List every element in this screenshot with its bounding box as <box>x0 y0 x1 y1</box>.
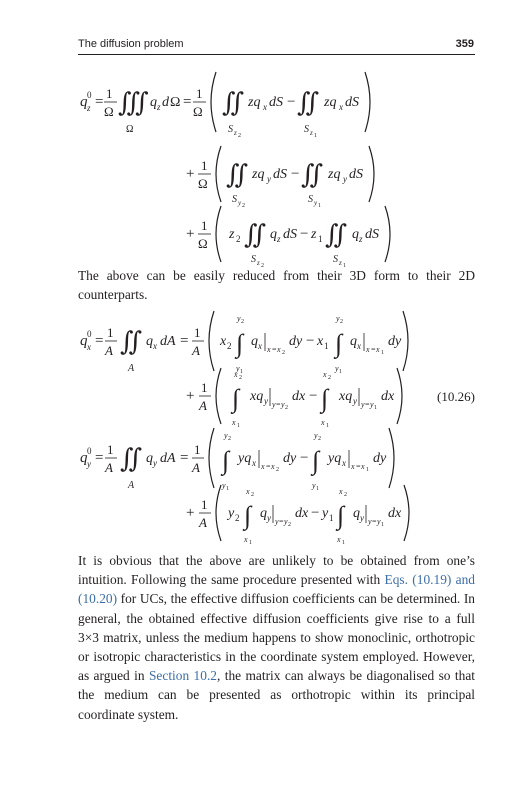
svg-text:1: 1 <box>342 540 345 546</box>
svg-text:∫: ∫ <box>321 384 329 413</box>
svg-text:x: x <box>317 334 324 349</box>
svg-text:∫: ∫ <box>335 329 343 358</box>
svg-text:S: S <box>228 124 233 135</box>
svg-text:+: + <box>186 505 195 521</box>
svg-text:2: 2 <box>276 467 279 473</box>
svg-text:z: z <box>277 234 281 244</box>
svg-text:z: z <box>339 259 342 267</box>
svg-text:dS: dS <box>269 95 283 110</box>
running-head <box>78 38 474 52</box>
header-rule <box>78 54 475 55</box>
svg-text:2: 2 <box>235 513 240 523</box>
paragraph-discussion-text-1: It is obvious that the above are unlikely to be obtained from one’s intuition. Following the same procedure presented with <box>78 553 475 588</box>
svg-text:z: z <box>257 259 260 267</box>
svg-text:1: 1 <box>324 341 329 351</box>
svg-text:1: 1 <box>316 486 319 492</box>
svg-text:q: q <box>146 334 153 349</box>
svg-text:∬: ∬ <box>297 88 320 117</box>
svg-text:−: − <box>306 333 315 349</box>
svg-text:x: x <box>232 418 236 427</box>
svg-text:=: = <box>279 517 284 526</box>
svg-text:1: 1 <box>201 380 208 395</box>
svg-text:z: z <box>87 103 91 113</box>
svg-text:q: q <box>80 450 88 466</box>
svg-text:A: A <box>128 480 135 491</box>
svg-text:y: y <box>87 459 91 469</box>
svg-text:y: y <box>336 314 340 323</box>
svg-text:∭: ∭ <box>118 88 149 117</box>
svg-text:0: 0 <box>87 329 92 339</box>
svg-text:dx: dx <box>388 506 402 521</box>
svg-text:dA: dA <box>160 451 176 466</box>
svg-text:+: + <box>186 226 195 242</box>
svg-text:y: y <box>237 314 241 323</box>
svg-text:A: A <box>199 398 207 413</box>
svg-text:Ω: Ω <box>104 104 114 119</box>
equation-2d-svg <box>0 305 531 560</box>
svg-text:x: x <box>366 345 370 354</box>
svg-text:2: 2 <box>344 492 347 498</box>
svg-text:dy: dy <box>283 451 297 466</box>
svg-text:y: y <box>236 364 240 373</box>
svg-text:1: 1 <box>240 369 243 375</box>
svg-text:∬: ∬ <box>301 160 324 189</box>
svg-text:x: x <box>342 458 346 468</box>
svg-text:yq: yq <box>238 451 252 466</box>
svg-text:A: A <box>128 363 135 374</box>
svg-text:1: 1 <box>343 263 346 269</box>
svg-text:dx: dx <box>295 506 309 521</box>
svg-text:q: q <box>350 334 357 349</box>
svg-text:1: 1 <box>194 325 201 340</box>
svg-text:x: x <box>252 458 256 468</box>
svg-text:Ω: Ω <box>170 95 181 110</box>
svg-text:x: x <box>321 418 325 427</box>
equation-3d-svg <box>0 60 531 270</box>
svg-text:z: z <box>311 227 317 242</box>
svg-text:∬: ∬ <box>325 220 348 249</box>
svg-text:q: q <box>270 227 277 242</box>
svg-text:z: z <box>359 234 363 244</box>
svg-text:1: 1 <box>374 405 377 411</box>
svg-text:x: x <box>376 345 380 354</box>
svg-text:1: 1 <box>326 423 329 429</box>
equation-2d-qx-qy <box>0 305 531 560</box>
svg-text:2: 2 <box>238 133 241 139</box>
svg-text:q: q <box>260 506 267 521</box>
svg-text:y: y <box>360 513 364 523</box>
svg-text:2: 2 <box>227 341 232 351</box>
svg-text:=: = <box>180 450 189 466</box>
svg-text:z: z <box>229 227 235 242</box>
paragraph-discussion-text-2: for UCs, the effective diffusion coefficients can be determined. In general, the obtained effective diffusion coefficients give rise to a full 3×3 matrix, unless the medium happens to show monoclinic, orthotropic or isotropic characteristics in the coordinate system employed. However, as argued in <box>78 591 475 684</box>
svg-text:Ω: Ω <box>198 176 208 191</box>
svg-text:=: = <box>266 462 271 471</box>
svg-text:A: A <box>199 515 207 530</box>
svg-text:dx: dx <box>292 389 306 404</box>
svg-text:1: 1 <box>339 369 342 375</box>
svg-text:y: y <box>284 517 288 526</box>
svg-text:q: q <box>150 95 157 110</box>
svg-text:dy: dy <box>388 334 402 349</box>
svg-text:dS: dS <box>349 167 363 182</box>
svg-text:y: y <box>335 364 339 373</box>
equation-number: (10.26) <box>437 389 475 404</box>
svg-text:x: x <box>339 102 343 112</box>
svg-text:1: 1 <box>381 522 384 528</box>
svg-text:1: 1 <box>201 158 208 173</box>
svg-text:=: = <box>180 333 189 349</box>
svg-text:x: x <box>339 487 343 496</box>
svg-text:1: 1 <box>194 442 201 457</box>
svg-text:y: y <box>353 396 357 406</box>
svg-text:2: 2 <box>239 375 242 381</box>
svg-text:2: 2 <box>288 522 291 528</box>
svg-text:dx: dx <box>381 389 395 404</box>
svg-text:z: z <box>310 129 313 137</box>
svg-text:2: 2 <box>285 405 288 411</box>
svg-text:dS: dS <box>273 167 287 182</box>
svg-text:1: 1 <box>318 203 321 209</box>
svg-text:y: y <box>264 396 268 406</box>
svg-text:y: y <box>368 517 372 526</box>
svg-text:x: x <box>267 345 271 354</box>
svg-text:S: S <box>308 194 313 205</box>
svg-text:q: q <box>353 506 360 521</box>
svg-text:y: y <box>153 458 157 468</box>
svg-text:dS: dS <box>345 95 359 110</box>
svg-text:S: S <box>251 254 256 265</box>
svg-text:1: 1 <box>201 218 208 233</box>
svg-text:x: x <box>244 535 248 544</box>
svg-text:=: = <box>371 345 376 354</box>
svg-text:2: 2 <box>241 319 244 325</box>
paragraph-reduction <box>78 266 475 304</box>
svg-text:S: S <box>304 124 309 135</box>
svg-text:1: 1 <box>201 497 208 512</box>
svg-text:y: y <box>361 400 365 409</box>
svg-text:A: A <box>192 460 200 475</box>
svg-text:∫: ∫ <box>244 501 252 530</box>
svg-text:1: 1 <box>318 234 323 244</box>
svg-text:=: = <box>356 462 361 471</box>
svg-text:A: A <box>192 343 200 358</box>
svg-text:∫: ∫ <box>312 446 320 475</box>
svg-text:x: x <box>323 370 327 379</box>
svg-text:y: y <box>322 506 329 521</box>
svg-text:x: x <box>153 341 157 351</box>
svg-text:q: q <box>80 94 88 110</box>
svg-text:x: x <box>258 341 262 351</box>
svg-text:=: = <box>95 333 104 349</box>
svg-text:y: y <box>370 400 374 409</box>
svg-text:−: − <box>300 450 309 466</box>
svg-text:x: x <box>337 535 341 544</box>
svg-text:=: = <box>95 94 104 110</box>
svg-text:y: y <box>275 517 279 526</box>
svg-text:y: y <box>228 506 235 521</box>
svg-text:y: y <box>222 481 226 490</box>
svg-text:2: 2 <box>236 234 241 244</box>
svg-text:x: x <box>361 462 365 471</box>
svg-text:2: 2 <box>228 436 231 442</box>
link-section-10-2[interactable]: Section 10.2 <box>148 668 217 684</box>
svg-text:−: − <box>287 94 296 110</box>
svg-text:∬: ∬ <box>222 88 245 117</box>
svg-text:1: 1 <box>107 325 114 340</box>
svg-text:y: y <box>272 400 276 409</box>
svg-text:y: y <box>238 199 242 207</box>
svg-text:A: A <box>105 343 113 358</box>
svg-text:y: y <box>224 431 228 440</box>
svg-text:zq: zq <box>248 95 261 110</box>
svg-text:2: 2 <box>328 375 331 381</box>
svg-text:1: 1 <box>381 350 384 356</box>
svg-text:y: y <box>343 174 347 184</box>
svg-text:∫: ∫ <box>236 329 244 358</box>
svg-text:q: q <box>251 334 258 349</box>
svg-text:x: x <box>263 102 267 112</box>
svg-text:y: y <box>377 517 381 526</box>
svg-text:zq: zq <box>328 167 341 182</box>
svg-text:∫: ∫ <box>337 501 345 530</box>
svg-text:dy: dy <box>373 451 387 466</box>
svg-text:∫: ∫ <box>222 446 230 475</box>
svg-text:2: 2 <box>318 436 321 442</box>
svg-text:z: z <box>157 102 161 112</box>
svg-text:∬: ∬ <box>226 160 249 189</box>
svg-text:y: y <box>314 199 318 207</box>
svg-text:∬: ∬ <box>120 444 143 473</box>
svg-text:2: 2 <box>340 319 343 325</box>
svg-text:1: 1 <box>249 540 252 546</box>
svg-text:1: 1 <box>314 133 317 139</box>
svg-text:−: − <box>309 388 318 404</box>
svg-text:−: − <box>311 505 320 521</box>
svg-text:Ω: Ω <box>193 104 203 119</box>
svg-text:1: 1 <box>226 486 229 492</box>
svg-text:=: = <box>276 400 281 409</box>
svg-text:1: 1 <box>237 423 240 429</box>
svg-text:−: − <box>300 226 309 242</box>
svg-text:z: z <box>234 129 237 137</box>
svg-text:dS: dS <box>365 227 379 242</box>
svg-text:2: 2 <box>251 492 254 498</box>
page-number: 359 <box>455 38 474 50</box>
svg-text:zq: zq <box>252 167 265 182</box>
svg-text:+: + <box>186 166 195 182</box>
svg-text:0: 0 <box>87 446 92 456</box>
svg-text:1: 1 <box>106 86 113 101</box>
svg-text:x: x <box>271 462 275 471</box>
svg-text:x: x <box>277 345 281 354</box>
svg-text:=: = <box>365 400 370 409</box>
svg-text:y: y <box>312 481 316 490</box>
svg-text:=: = <box>183 94 192 110</box>
svg-text:S: S <box>333 254 338 265</box>
svg-text:∫: ∫ <box>232 384 240 413</box>
svg-text:yq: yq <box>328 451 342 466</box>
svg-text:x: x <box>357 341 361 351</box>
svg-text:x: x <box>234 370 238 379</box>
svg-text:y: y <box>281 400 285 409</box>
svg-text:2: 2 <box>242 203 245 209</box>
svg-text:S: S <box>232 194 237 205</box>
svg-text:=: = <box>95 450 104 466</box>
svg-text:1: 1 <box>107 442 114 457</box>
svg-text:x: x <box>220 334 227 349</box>
link-eqs-10-19-10-20[interactable]: Eqs. (10.19) and (10.20) <box>78 572 475 607</box>
svg-text:2: 2 <box>261 263 264 269</box>
svg-text:=: = <box>272 345 277 354</box>
svg-text:dy: dy <box>289 334 303 349</box>
svg-text:y: y <box>314 431 318 440</box>
svg-text:0: 0 <box>87 90 92 100</box>
svg-text:dS: dS <box>283 227 297 242</box>
svg-text:y: y <box>267 174 271 184</box>
svg-text:q: q <box>80 333 88 349</box>
svg-text:x: x <box>87 342 91 352</box>
svg-text:x: x <box>261 462 265 471</box>
paragraph-reduction-text: The above can be easily reduced from their 3D form to their 2D counterparts. <box>78 268 475 303</box>
svg-text:dA: dA <box>160 334 176 349</box>
svg-text:d: d <box>162 95 169 110</box>
svg-text:+: + <box>186 388 195 404</box>
svg-text:q: q <box>352 227 359 242</box>
svg-text:zq: zq <box>324 95 337 110</box>
svg-text:∬: ∬ <box>244 220 267 249</box>
svg-text:Ω: Ω <box>126 124 134 135</box>
svg-text:1: 1 <box>366 467 369 473</box>
svg-text:−: − <box>291 166 300 182</box>
svg-text:1: 1 <box>329 513 334 523</box>
equation-3d-qz <box>0 60 531 270</box>
svg-text:xq: xq <box>250 389 264 404</box>
svg-text:A: A <box>105 460 113 475</box>
paragraph-discussion <box>78 551 475 724</box>
svg-text:x: x <box>351 462 355 471</box>
running-title: The diffusion problem <box>78 38 184 50</box>
svg-text:y: y <box>267 513 271 523</box>
svg-text:=: = <box>372 517 377 526</box>
svg-text:xq: xq <box>339 389 353 404</box>
svg-text:1: 1 <box>196 86 203 101</box>
svg-text:∬: ∬ <box>120 327 143 356</box>
svg-text:x: x <box>246 487 250 496</box>
svg-text:q: q <box>146 451 153 466</box>
svg-text:2: 2 <box>282 350 285 356</box>
paragraph-discussion-text-3: , the matrix can always be diagonalised so that the medium can be presented as orthotropic within its principal coordinate system. <box>78 668 475 722</box>
svg-text:Ω: Ω <box>198 236 208 251</box>
